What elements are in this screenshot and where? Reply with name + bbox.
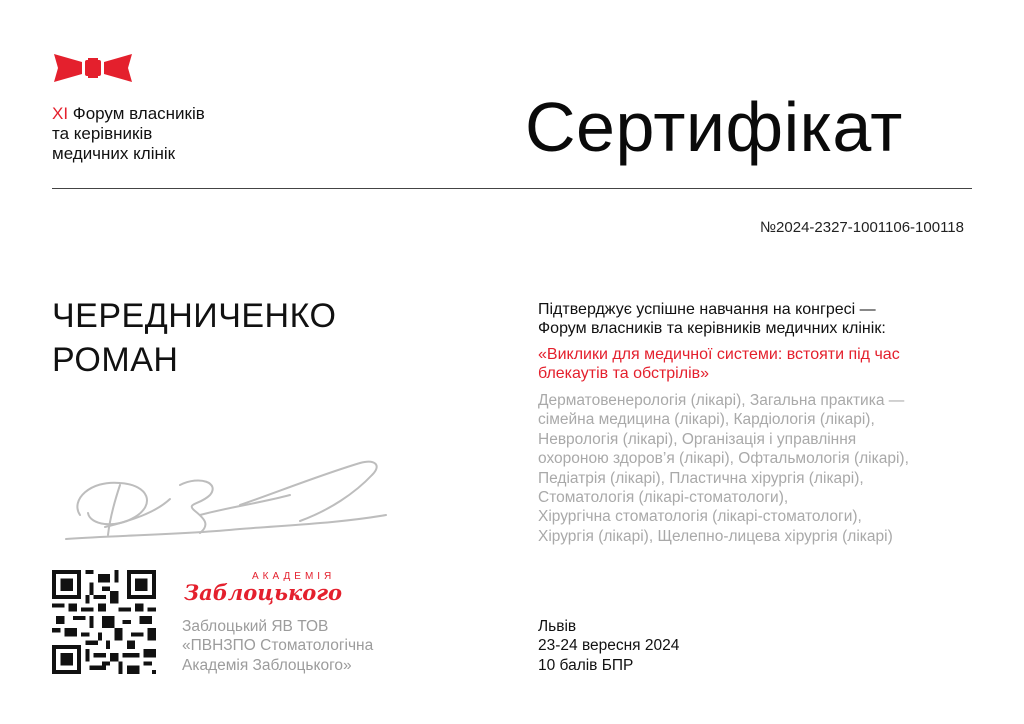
organization-block bbox=[182, 617, 373, 675]
qr-code[interactable] bbox=[52, 570, 156, 674]
forum-title-line2: та керівників bbox=[52, 124, 153, 143]
forum-title bbox=[52, 104, 205, 164]
specialties-list bbox=[538, 391, 978, 546]
recipient-name bbox=[52, 294, 336, 382]
recipient-first-name: РОМАН bbox=[52, 341, 179, 379]
specialty-line: Педіатрія (лікарі), Пластична хірургія (лікарі), bbox=[538, 469, 864, 487]
topic-line2: блекаутів та обстрілів» bbox=[538, 365, 710, 382]
confirmation-line2: Форум власників та керівників медичних клінік: bbox=[538, 320, 886, 337]
forum-edition: XI bbox=[52, 104, 69, 123]
event-points: 10 балів БПР bbox=[538, 656, 634, 674]
specialty-line: Хірургічна стоматологія (лікарі-стоматологи), bbox=[538, 508, 862, 526]
event-city: Львів bbox=[538, 618, 577, 635]
specialty-line: охороною здоров’я (лікарі), Офтальмологія (лікарі), bbox=[538, 450, 909, 468]
certificate-number: №2024-2327-1001106-100118 bbox=[759, 219, 964, 236]
academy-logo bbox=[182, 568, 362, 606]
congress-topic bbox=[538, 345, 978, 383]
specialty-line: Дерматовенерологія (лікарі), Загальна практика — bbox=[538, 392, 905, 409]
specialty-line: Неврологія (лікарі), Організація і управління bbox=[538, 430, 857, 448]
event-details bbox=[538, 617, 679, 675]
confirmation-text bbox=[538, 300, 978, 338]
event-dates: 23-24 вересня 2024 bbox=[538, 637, 680, 655]
bow-tie-icon bbox=[52, 50, 134, 86]
certificate-title: Сертифікат bbox=[525, 88, 903, 166]
forum-title-line1: Форум власників bbox=[68, 104, 205, 123]
specialty-line: Хірургія (лікарі), Щелепно-лицева хірургія (лікарі) bbox=[538, 527, 893, 545]
organization-line2: «ПВНЗПО Стоматологічна bbox=[182, 637, 374, 655]
topic-line1: «Виклики для медичної системи: встояти під час bbox=[538, 346, 900, 363]
academy-logo-script-text: Заблоцького bbox=[184, 580, 343, 605]
organization-line3: Академія Заблоцького» bbox=[182, 656, 352, 674]
forum-title-line3: медичних клінік bbox=[52, 144, 176, 163]
signature-image bbox=[60, 455, 390, 545]
specialty-line: сімейна медицина (лікарі), Кардіологія (лікарі), bbox=[538, 411, 875, 429]
academy-logo-top-text: АКАДЕМІЯ bbox=[252, 571, 336, 582]
organization-line1: Заблоцький ЯВ ТОВ bbox=[182, 618, 329, 635]
header-divider bbox=[52, 188, 972, 189]
specialty-line: Стоматологія (лікарі-стоматологи), bbox=[538, 489, 789, 507]
confirmation-line1: Підтверджує успішне навчання на конгресі — bbox=[538, 301, 876, 318]
recipient-surname: ЧЕРЕДНИЧЕНКО bbox=[52, 297, 337, 335]
